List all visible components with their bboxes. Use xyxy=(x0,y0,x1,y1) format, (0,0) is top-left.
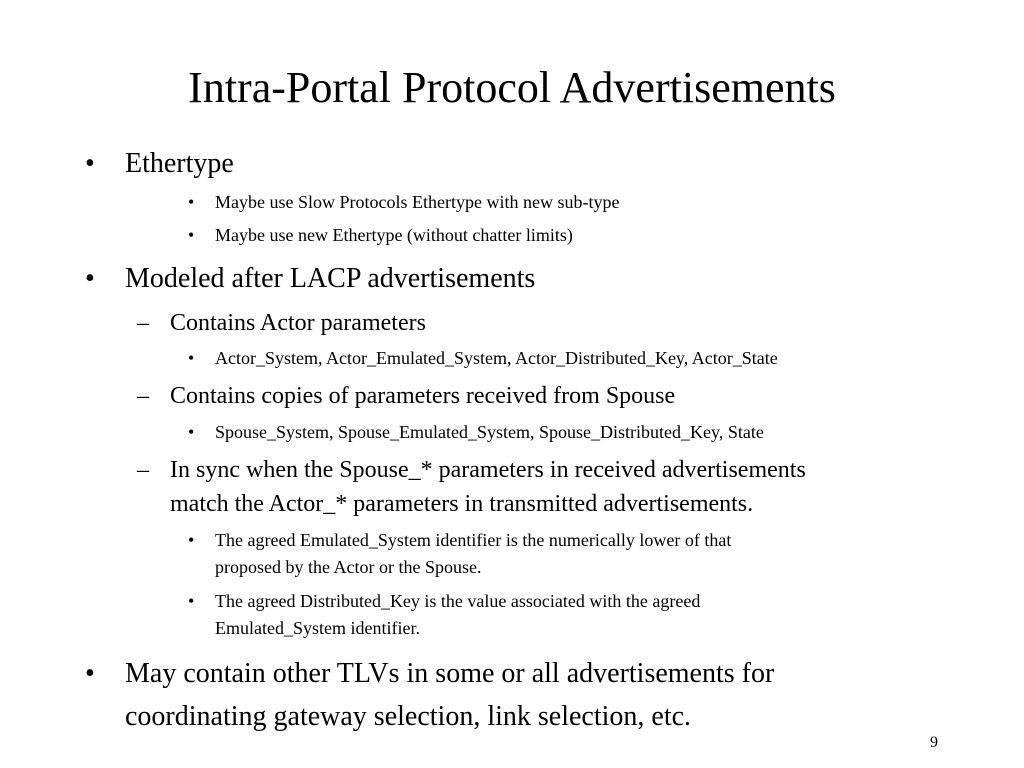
sub-bullet-text-line: The agreed Emulated_System identifier is the numerically lower of that xyxy=(215,530,732,550)
bullet-item-lacp xyxy=(85,261,536,297)
sub-bullet-text-line: Emulated_System identifier. xyxy=(215,618,420,638)
dash-glyph: – xyxy=(137,457,149,483)
dash-text: Contains Actor parameters xyxy=(170,310,426,336)
bullet-glyph: • xyxy=(85,658,95,689)
dash-text-line: In sync when the Spouse_* parameters in received advertisements xyxy=(170,457,806,483)
sub-bullet-item xyxy=(188,222,573,249)
sub-bullet-text: Maybe use Slow Protocols Ethertype with new sub-type xyxy=(215,192,620,212)
sub-bullet-text: Actor_System, Actor_Emulated_System, Actor_Distributed_Key, Actor_State xyxy=(215,348,778,368)
bullet-glyph: • xyxy=(85,148,95,179)
dash-text-line: match the Actor_* parameters in transmitted advertisements. xyxy=(170,491,754,517)
dash-item xyxy=(137,379,676,413)
bullet-glyph: • xyxy=(188,530,195,550)
bullet-text-line: May contain other TLVs in some or all advertisements for xyxy=(125,658,775,689)
bullet-item-ethertype xyxy=(85,146,234,182)
dash-glyph: – xyxy=(137,383,149,409)
bullet-glyph: • xyxy=(85,263,95,294)
bullet-text: Modeled after LACP advertisements xyxy=(125,263,536,294)
sub-bullet-item xyxy=(188,527,732,581)
sub-bullet-item xyxy=(188,345,778,372)
bullet-glyph: • xyxy=(188,348,195,368)
dash-item xyxy=(137,453,806,521)
sub-bullet-item xyxy=(188,189,620,216)
sub-bullet-text: Maybe use new Ethertype (without chatter limits) xyxy=(215,225,573,245)
bullet-text-line: coordinating gateway selection, link selection, etc. xyxy=(125,701,692,732)
sub-bullet-item xyxy=(188,419,764,446)
bullet-text: Ethertype xyxy=(125,148,234,179)
dash-item xyxy=(137,306,426,340)
dash-glyph: – xyxy=(137,310,149,336)
dash-text: Contains copies of parameters received from Spouse xyxy=(170,383,676,409)
sub-bullet-text: Spouse_System, Spouse_Emulated_System, Spouse_Distributed_Key, State xyxy=(215,422,764,442)
sub-bullet-item xyxy=(188,588,701,642)
page-number: 9 xyxy=(930,734,938,751)
slide-title: Intra-Portal Protocol Advertisements xyxy=(188,63,836,112)
bullet-glyph: • xyxy=(188,591,195,611)
bullet-glyph: • xyxy=(188,225,195,245)
bullet-item-tlvs xyxy=(85,652,775,738)
sub-bullet-text-line: The agreed Distributed_Key is the value associated with the agreed xyxy=(215,591,701,611)
sub-bullet-text-line: proposed by the Actor or the Spouse. xyxy=(215,557,482,577)
bullet-glyph: • xyxy=(188,422,195,442)
bullet-glyph: • xyxy=(188,192,195,212)
